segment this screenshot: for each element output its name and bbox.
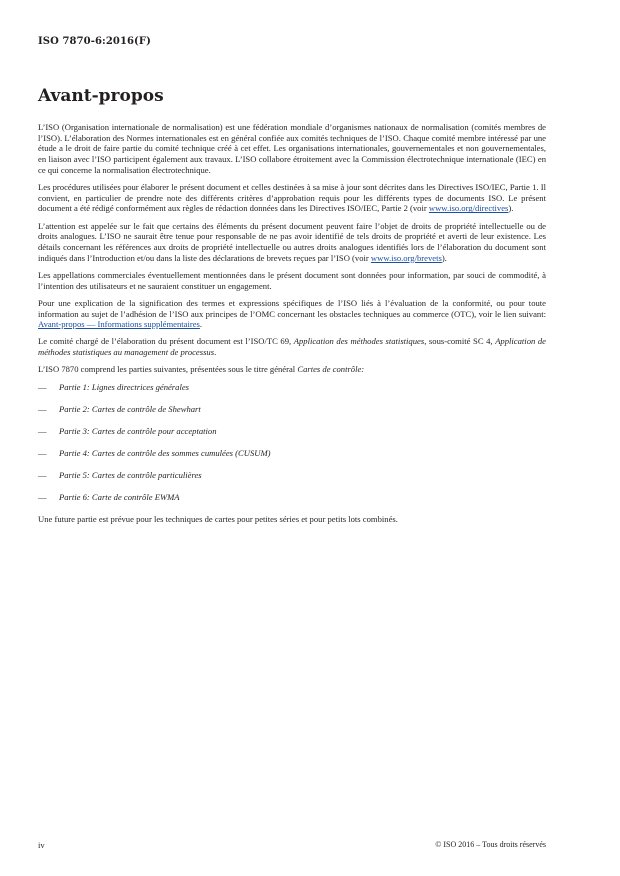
part-3-title: Partie 3: Cartes de contrôle pour acceptation (59, 425, 217, 436)
part-4-title: Partie 4: Cartes de contrôle des sommes cumulées (CUSUM) (59, 447, 271, 458)
list-dash: — (38, 425, 47, 436)
list-dash: — (38, 381, 47, 392)
subcommittee-title: Application de méthodes statistiques au management de processus (38, 336, 546, 358)
section-title: Avant-propos (38, 86, 164, 106)
document-id-header: ISO 7870-6:2016(F) (38, 36, 151, 47)
part-6-title: Partie 6: Carte de contrôle EWMA (59, 492, 180, 503)
part-2-title: Partie 2: Cartes de contrôle de Shewhart (59, 403, 201, 414)
paragraph-conformity-end: . (199, 319, 203, 330)
paragraph-committee (38, 336, 546, 357)
directives-link[interactable]: www.iso.org/directives (428, 203, 509, 214)
paragraph-parts-intro (38, 364, 546, 375)
list-item (38, 382, 546, 393)
committee-text-e: . (214, 347, 217, 358)
list-item (38, 426, 546, 437)
list-dash: — (38, 403, 47, 414)
page-number: iv (38, 840, 45, 850)
parts-general-title: Cartes de contrôle: (297, 364, 365, 375)
paragraph-procedures (38, 182, 546, 214)
committee-text-c: , sous-comité SC 4, (424, 336, 496, 347)
list-item (38, 404, 546, 415)
paragraph-conformity-text: Pour une explication de la signification des termes et expressions spécifiques de l’ISO liés à l’évaluation de la conformité, ou pour toute information au sujet de l’adhésion de l’ISO aux principes de l’OMC concernant les obstacles techniques au commerce (OTC), voir le lien suivant: (38, 297, 546, 319)
parts-list (38, 382, 546, 503)
foreword-body (38, 122, 546, 531)
paragraph-procedures-text: Les procédures utilisées pour élaborer le présent document et celles destinées à sa mise à jour sont décrites dans les Directives ISO/IEC, Partie 1. Il convient, en particulier de prendre note des différents critères d’approbation requis pour les différents types de documents ISO. Le présent document a été rédigé conformément aux règles de rédaction données dans les Directives ISO/IEC, Partie 2 (voir (38, 182, 546, 214)
copyright-notice: © ISO 2016 – Tous droits réservés (435, 840, 546, 849)
supplementary-info-link[interactable]: Avant-propos — Informations supplémentaires (38, 319, 200, 330)
paragraph-conformity (38, 298, 546, 330)
paragraph-patents-end: ). (441, 252, 447, 263)
list-dash: — (38, 447, 47, 458)
committee-text-a: Le comité chargé de l’élaboration du présent document est l’ISO/TC 69, (38, 336, 294, 347)
paragraph-patents (38, 221, 546, 264)
paragraph-trade-names: Les appellations commerciales éventuellement mentionnées dans le présent document sont données pour information, par souci de commodité, à l’intention des utilisateurs et ne sauraient constituer un engagement. (38, 269, 546, 291)
paragraph-patents-text: L’attention est appelée sur le fait que certains des éléments du présent document peuvent faire l’objet de droits de propriété intellectuelle ou de droits analogues. L’ISO ne saurait être tenue pour responsable de ne pas avoir identifié de tels droits de propriété et averti de leur existence. Les détails concernant les références aux droits de propriété intellectuelle ou autres droits analogues identifiés lors de l’élaboration du document sont indiqués dans l’Introduction et/ou dans la liste des déclarations de brevets reçues par l’ISO (voir (38, 220, 546, 263)
list-item (38, 470, 546, 481)
paragraph-procedures-end: ). (508, 203, 514, 214)
part-5-title: Partie 5: Cartes de contrôle particulières (59, 469, 202, 480)
paragraph-future-part: Une future partie est prévue pour les techniques de cartes pour petites séries et pour petits lots combinés. (38, 514, 398, 525)
list-dash: — (38, 492, 47, 503)
parts-intro-text: L’ISO 7870 comprend les parties suivantes, présentées sous le titre général (38, 364, 298, 375)
part-1-title: Partie 1: Lignes directrices générales (59, 381, 189, 392)
patents-link[interactable]: www.iso.org/brevets (370, 252, 442, 263)
list-item (38, 492, 546, 503)
list-item (38, 448, 546, 459)
list-dash: — (38, 469, 47, 480)
committee-title: Application des méthodes statistiques (293, 336, 425, 347)
paragraph-iso-intro: L’ISO (Organisation internationale de normalisation) est une fédération mondiale d’organismes nationaux de normalisation (comités membres de l’ISO). L’élaboration des Normes internationales est en général confiée aux comités techniques de l’ISO. Chaque comité membre intéressé par une étude a le droit de faire partie du comité technique créé à cet effet. Les organisations internationales, gouvernementales et non gouvernementales, en liaison avec l’ISO participent également aux travaux. L’ISO collabore étroitement avec la Commission électrotechnique internationale (IEC) en ce qui concerne la normalisation électrotechnique. (38, 122, 546, 175)
